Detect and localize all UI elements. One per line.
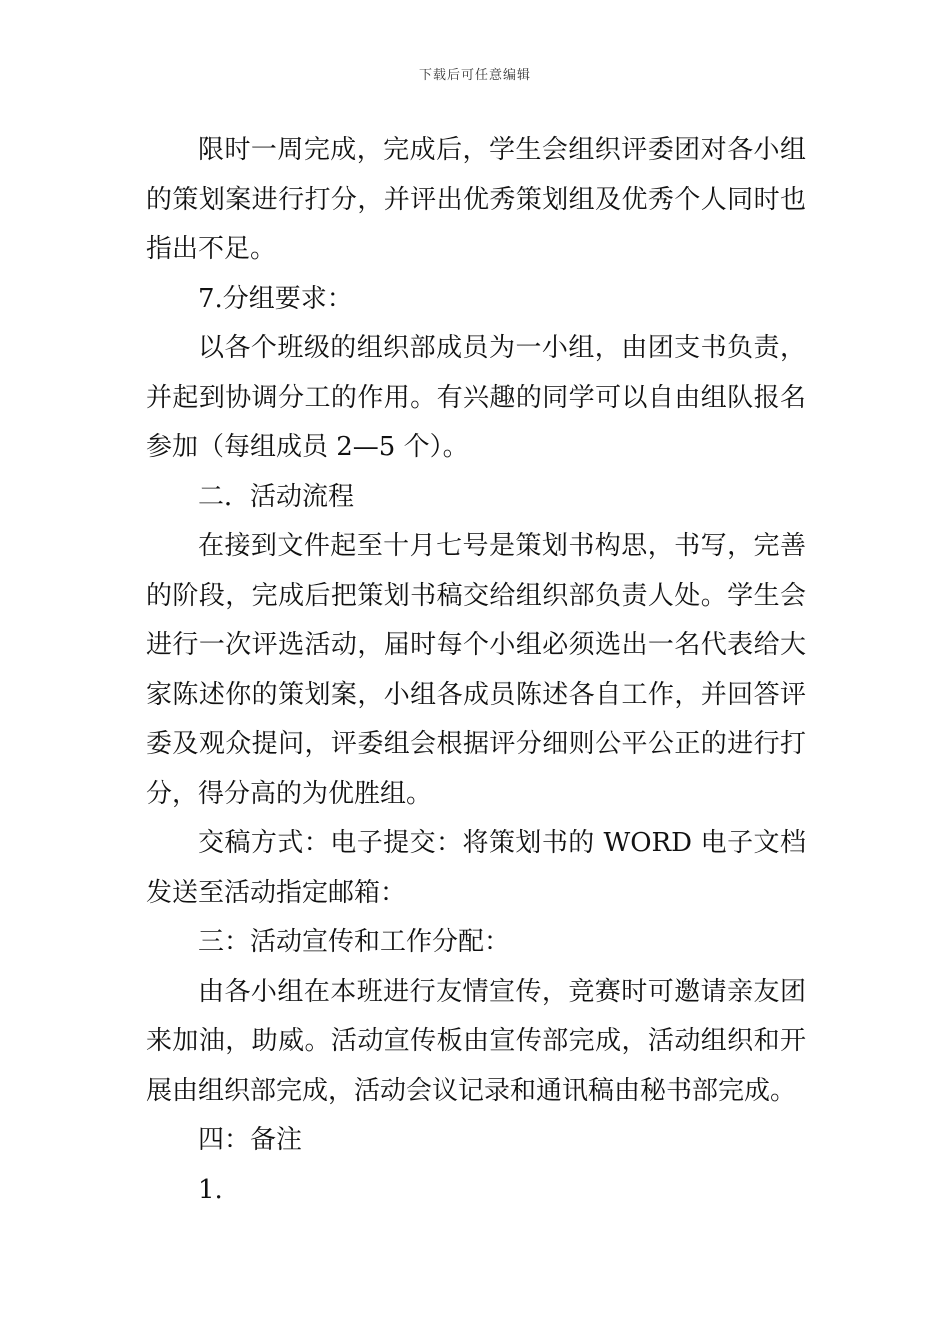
header-note: 下载后可任意编辑	[418, 68, 531, 83]
paragraph-group-requirements: 以各个班级的组织部成员为一小组，由团支书负责，并起到协调分工的作用。有兴趣的同学可以自由组队报名参加（每组成员 2—5 个）。	[146, 333, 806, 462]
list-item-note-1: 1.	[198, 1174, 223, 1205]
document-body	[146, 126, 806, 1215]
heading-group-requirements: 7.分组要求：	[198, 283, 353, 314]
paragraph-promotion-assignment: 由各小组在本班进行友情宣传，竞赛时可邀请亲友团来加油，助威。活动宣传板由宣传部完成，活动组织和开展由组织部完成，活动会议记录和通讯稿由秘书部完成。	[146, 976, 806, 1106]
heading-promotion-assignment: 三：活动宣传和工作分配：	[198, 927, 511, 957]
heading-notes: 四：备注	[198, 1125, 303, 1155]
paragraph-activity-process: 在接到文件起至十月七号是策划书构思，书写，完善的阶段，完成后把策划书稿交给组织部负责人处。学生会进行一次评选活动，届时每个小组必须选出一名代表给大家陈述你的策划案，小组各成员陈述各自工作，并回答评委及观众提问，评委组会根据评分细则公平公正的进行打分，得分高的为优胜组。	[146, 531, 806, 809]
paragraph-evaluation: 限时一周完成，完成后，学生会组织评委团对各小组的策划案进行打分，并评出优秀策划组及优秀个人同时也指出不足。	[146, 135, 806, 264]
paragraph-submission-method: 交稿方式：电子提交：将策划书的 WORD 电子文档发送至活动指定邮箱：	[146, 828, 806, 908]
heading-activity-process: 二．活动流程	[198, 481, 355, 512]
